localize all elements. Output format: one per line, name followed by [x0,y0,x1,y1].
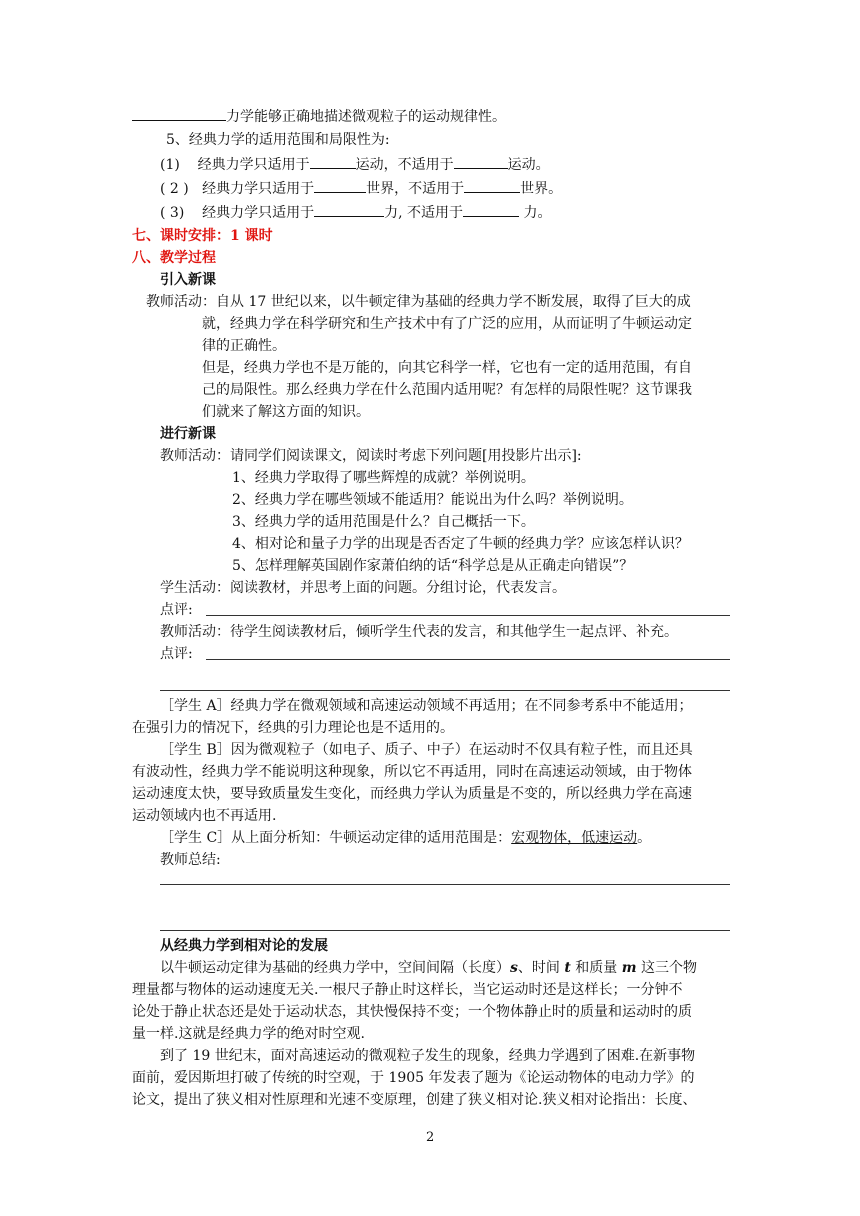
student-c-line [160,828,651,848]
relativity-paragraph-line: 论文，提出了狭义相对性原理和光速不变原理，创建了狭义相对论.狭义相对论指出：长度、 [132,1092,697,1108]
relativity-paragraph-line: 量一样.这就是经典力学的绝对时空观. [132,1026,365,1042]
answer-blank [454,154,508,169]
student-b-line: 运动速度太快，要导致质量发生变化，而经典力学认为质量是不变的，所以经典力学在高速 [132,786,692,802]
text: 世界。 [520,181,563,197]
student-b-line: 运动领域内也不再适用. [132,808,277,824]
student-b-line: ［学生 B］因为微观粒子（如电子、质子、中子）在运动时不仅具有粒子性，而且还具 [160,742,693,758]
student-a-line: 在强引力的情况下，经典的引力理论也是不适用的。 [132,720,454,736]
comment-rule [206,615,730,616]
relativity-heading: 从经典力学到相对论的发展 [160,938,328,954]
intro-paragraph-line: 律的正确性。 [202,338,286,354]
comment-label: 点评: [160,602,193,618]
answer-blank [314,202,384,217]
sub-label: ( 2 ) [160,181,189,197]
symbol-s: s [510,960,518,976]
student-activity: 学生活动：阅读教材，并思考上面的问题。分组讨论，代表发言。 [160,580,566,596]
answer-blank [314,178,366,193]
text: 力学能够正确地描述微观粒子的运动规律性。 [226,109,506,125]
text: ［学生 C］从上面分析知：牛顿运动定律的适用范围是： [160,830,512,846]
intro-paragraph-line: 己的局限性。那么经典力学在什么范围内适用呢？有怎样的局限性呢？这节课我 [202,382,692,398]
teacher-activity-2: 教师活动：待学生阅读教材后，倾听学生代表的发言，和其他学生一起点评、补充。 [160,624,678,640]
text: 、时间 [517,960,565,976]
comment-label: 点评: [160,646,193,662]
fill-in-line-1 [132,106,506,127]
question-item: 3、经典力学的适用范围是什么？自己概括一下。 [232,514,535,530]
student-a-line: ［学生 A］经典力学在微观领域和高速运动领域不再适用；在不同参考系中不能适用； [160,698,693,714]
sub-label: ( 3) [160,205,185,221]
relativity-paragraph-line [160,958,697,978]
question-item: 4、相对论和量子力学的出现是否否定了牛顿的经典力学？应该怎样认识？ [232,536,689,552]
answer-rule [160,690,730,691]
text: 和质量 [570,960,622,976]
question-item: 2、经典力学在哪些领域不能适用？能说出为什么吗？举例说明。 [232,492,633,508]
text: 。 [637,830,652,846]
section-8-heading: 八、教学过程 [132,250,216,266]
intro-paragraph-line: 教师活动：自从 17 世纪以来，以牛顿定律为基础的经典力学不断发展，取得了巨大的成 [146,294,691,310]
relativity-paragraph-line: 理量都与物体的运动速度无关.一根尺子静止时这样长，当它运动时还是这样长；一分钟不 [132,982,683,998]
text: 这三个物 [636,960,697,976]
sub-label: (1) [160,157,180,173]
teacher-summary-label: 教师总结: [160,852,221,868]
teacher-activity: 教师活动：请同学们阅读课文，阅读时考虑下列问题[用投影片出示]: [160,448,582,464]
intro-paragraph-line: 们就来了解这方面的知识。 [202,404,370,420]
question-item: 1、经典力学取得了哪些辉煌的成就？举例说明。 [232,470,535,486]
text: 力。 [523,205,552,221]
student-b-line: 有波动性，经典力学不能说明这种现象，所以它不再适用，同时在高速运动领域，由于物体 [132,764,692,780]
intro-heading: 引入新课 [160,272,216,288]
section-7-heading: 七、课时安排：1 课时 [132,228,273,244]
answer-blank [132,106,226,121]
text: 运动，不适用于 [355,157,454,173]
text: 经典力学只适用于 [202,205,315,221]
symbol-m: m [621,960,637,976]
comment-rule [206,659,730,660]
summary-rule [160,930,730,931]
relativity-paragraph-line: 论处于静止状态还是处于运动状态，其快慢保持不变；一个物体静止时的质量和运动时的质 [132,1004,692,1020]
new-lesson-heading: 进行新课 [160,426,216,442]
intro-paragraph-line: 就，经典力学在科学研究和生产技术中有了广泛的应用，从而证明了牛顿运动定 [202,316,692,332]
sub-item-2 [160,178,562,199]
answer-blank [463,202,519,217]
item-5: 5、经典力学的适用范围和局限性为: [166,132,390,148]
intro-paragraph-line: 但是，经典力学也不是万能的，向其它科学一样，它也有一定的适用范围，有自 [202,360,692,376]
text: 经典力学只适用于 [197,157,310,173]
underlined-answer: 宏观物体，低速运动 [511,830,638,846]
text: 世界，不适用于 [366,181,465,197]
answer-blank [310,154,356,169]
answer-blank [464,178,520,193]
text: 运动。 [507,157,550,173]
sub-item-1 [160,154,550,175]
summary-rule [160,884,730,885]
relativity-paragraph-line: 到了 19 世纪末，面对高速运动的微观粒子发生的现象，经典力学遇到了困难.在新事物 [160,1048,696,1064]
question-item: 5、怎样理解英国剧作家萧伯纳的话“科学总是从正确走向错误”？ [232,558,634,574]
symbol-t: t [564,960,571,976]
page-number: 2 [426,1130,435,1145]
text: 以牛顿运动定律为基础的经典力学中，空间间隔（长度） [160,960,510,976]
sub-item-3 [160,202,551,223]
text: 经典力学只适用于 [202,181,315,197]
text: 力, 不适用于 [384,205,463,221]
relativity-paragraph-line: 面前，爱因斯坦打破了传统的时空观，于 1905 年发表了题为《论运动物体的电动力学》的 [132,1070,695,1086]
